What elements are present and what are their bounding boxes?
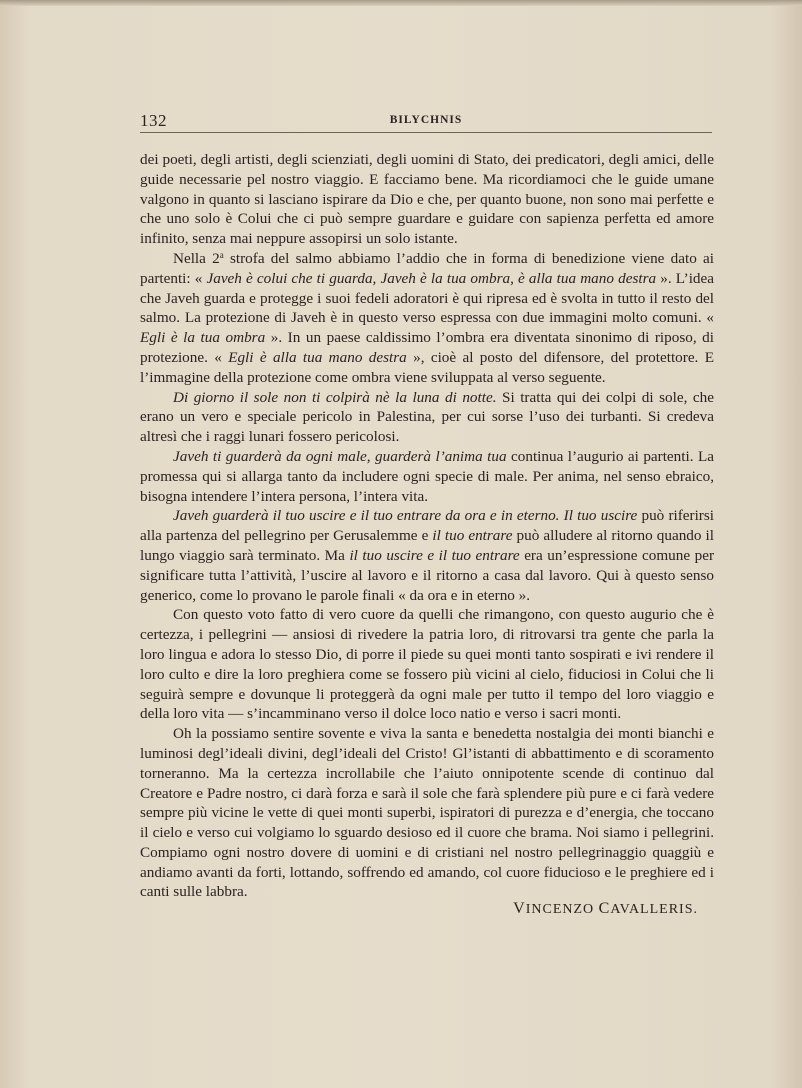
text-run: continua l’augurio ai partenti. La promessa qui si allarga tanto da includere ogni specie di male. Per anima, nel senso ebraico, bisogna intendere l’intera persona, l’intera vita. xyxy=(140,447,714,505)
italic-quote: il tuo uscire e il tuo entrare xyxy=(349,546,520,564)
text-run: strofa del salmo abbiamo l’addio che in forma di benedizione viene dato ai partenti: « xyxy=(140,249,715,287)
signature-initial: C xyxy=(598,900,611,917)
paragraph-1: dei poeti, degli artisti, degli scienziati, degli uomini di Stato, dei predicatori, degli amici, delle guide necessarie pel nostro viaggio. E facciamo bene. Ma ricordiamoci che le guide umane valgono in quanto si lasciano ispirare da Dio e che, per quanto buone, non sono mai perfette e che uno solo è Colui che ci può sempre guardare e guidare con sapienza perfetta ed amore infinito, senza mai neppure assopirsi un solo istante. xyxy=(140,151,714,248)
page-top-edge xyxy=(0,0,802,6)
italic-quote: Egli è alla tua mano destra xyxy=(228,348,407,366)
italic-quote: Javeh è colui che ti guarda, Javeh è la tua ombra, è alla tua mano destra xyxy=(206,269,657,287)
running-header xyxy=(140,111,712,133)
paragraph-2 xyxy=(140,249,714,388)
paragraph-5 xyxy=(140,506,714,605)
paragraph-6: Con questo voto fatto di vero cuore da quelli che rimangono, con questo augurio che è certezza, i pellegrini — ansiosi di rivedere la patria loro, di ritrovarsi tra gente che parla la loro lingua e adora lo stesso Dio, di porre il piede su quei monti tanto sospirati e ivi rendere il loro culto e dire la loro preghiera come se fossero più vicini al cielo, fiduciosi in Colui che li seguirà sempre e dovunque li proteggerà da ogni male per tutto il tempo del loro viaggio e della loro vita — s’incamminano verso il dolce loco natio e verso i sacri monti. xyxy=(140,606,714,723)
author-signature xyxy=(513,900,698,918)
text-run: », cioè al posto del difensore, del protettore. E l’immagine della protezione come ombra viene sviluppata al verso seguente. xyxy=(140,348,714,386)
page-number: 132 xyxy=(140,111,167,130)
running-title: BILYCHNIS xyxy=(389,114,463,126)
text-run: ». L’idea che Javeh guarda e protegge i suoi fedeli adoratori è qui ripresa ed è svolta in tutto il resto del salmo. La protezione di Javeh è in questo verso espressa con due immagini molto comuni. « xyxy=(140,269,714,327)
signature-initial: V xyxy=(513,900,526,917)
paragraph-7: Oh la possiamo sentire sovente e viva la santa e benedetta nostalgia dei monti bianchi e luminosi degl’ideali divini, degl’ideali del Cristo! Gl’istanti di abbattimento e di scoramento torneranno. Ma la certezza incrollabile che l’aiuto onnipotente scende di continuo dal Creatore e Padre nostro, ci darà forza e sarà il sole che farà splendere più pure e ci farà vedere sempre più vicine le vette di quei monti superbi, ispiratori di purezza e d’energia, che toccano il cielo e verso cui volgiamo lo sguardo desioso ed il cuore che brama. Noi siamo i pellegrini. Compiamo ogni nostro dovere di uomini e di cristiani nel nostro pellegrinaggio quaggiù e andiamo avanti da forti, lottando, soffrendo ed amando, col cuore fiducioso e le preghiere ed i canti sulle labbra. xyxy=(140,725,714,901)
article-body xyxy=(140,150,714,902)
header-rule xyxy=(140,132,712,133)
text-run: Si tratta qui dei colpi di sole, che erano un vero e speciale pericolo in Palestina, per cui sorse l’uso dei turbanti. Si credeva altresì che i raggi lunari fossero pericolosi. xyxy=(140,388,714,446)
italic-quote: Javeh guarderà il tuo uscire e il tuo entrare da ora e in eterno. Il tuo uscire xyxy=(173,507,638,525)
signature-smallcaps: AVALLERIS. xyxy=(610,902,698,917)
paragraph-4 xyxy=(140,447,714,506)
paragraph-3 xyxy=(140,388,714,447)
italic-quote: Javeh ti guarderà da ogni male, guarderà l’anima tua xyxy=(173,447,507,465)
text-run: può alludere al ritorno quando il lungo viaggio sarà terminato. Ma xyxy=(140,527,714,564)
text-run: può riferirsi alla partenza del pellegrino per Gerusalemme e xyxy=(140,507,714,545)
text-run: era un’espressione comune per significare tutta l’attività, l’uscire al lavoro e il ritorno a casa dal lavoro. Qui à questo senso generico, come lo provano le parole finali « da ora e in eterno ». xyxy=(140,546,715,604)
text-run: ». In un paese caldissimo l’ombra era diventata sinonimo di riposo, di protezione. « xyxy=(140,329,714,366)
italic-quote: il tuo entrare xyxy=(432,527,513,545)
signature-smallcaps: INCENZO xyxy=(525,902,595,917)
italic-quote: Egli è la tua ombra xyxy=(140,329,266,347)
superscript: a xyxy=(219,249,224,260)
italic-quote: Di giorno il sole non ti colpirà nè la luna di notte. xyxy=(173,388,497,406)
text-run: Nella 2 xyxy=(173,249,220,267)
